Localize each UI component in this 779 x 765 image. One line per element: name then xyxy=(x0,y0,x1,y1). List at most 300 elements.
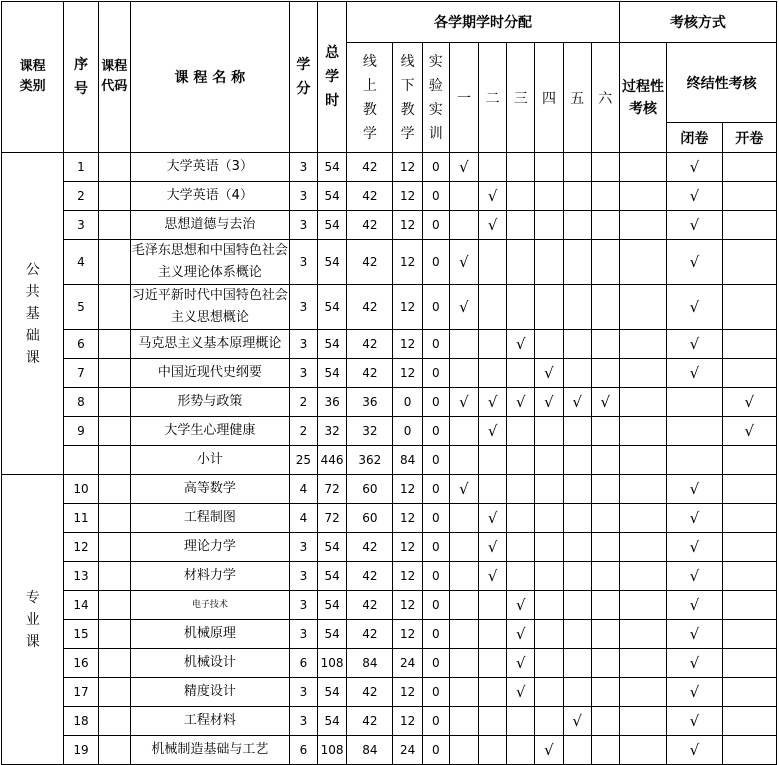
cell-course-name: 大学英语（4） xyxy=(130,182,289,211)
check-mark-icon: √ xyxy=(689,335,700,353)
cell-open xyxy=(722,591,776,620)
cell-lab: 0 xyxy=(422,285,449,330)
cell-lab: 0 xyxy=(422,240,449,285)
cell-lab: 0 xyxy=(422,649,449,678)
header-sem-4: 四 xyxy=(535,43,563,153)
cell-sem-6 xyxy=(591,240,619,285)
cell-credit: 3 xyxy=(289,678,317,707)
cell-process xyxy=(619,330,666,359)
cell-credit: 2 xyxy=(289,388,317,417)
cell-sem-1 xyxy=(449,591,478,620)
cell-process xyxy=(619,182,666,211)
cell-sem-2 xyxy=(479,417,507,446)
table-row xyxy=(2,417,777,446)
cell-course-name: 大学生心理健康 xyxy=(130,417,289,446)
cell-closed xyxy=(667,285,722,330)
cell-sem-2 xyxy=(479,504,507,533)
cell-offline: 12 xyxy=(393,591,422,620)
cell-sem-1 xyxy=(449,285,478,330)
cell-code xyxy=(98,388,130,417)
cell-closed xyxy=(667,182,722,211)
cell-index: 2 xyxy=(64,182,98,211)
table-row xyxy=(2,562,777,591)
cell-lab: 0 xyxy=(422,182,449,211)
cell-sem-4 xyxy=(535,620,563,649)
cell-index: 10 xyxy=(64,475,98,504)
cell-sem-6 xyxy=(591,562,619,591)
cell-sem-6 xyxy=(591,649,619,678)
cell-open xyxy=(722,211,776,240)
cell-offline: 0 xyxy=(393,388,422,417)
cell-course-name: 思想道德与去治 xyxy=(130,211,289,240)
cell-sem-4 xyxy=(535,475,563,504)
cell-lab: 0 xyxy=(422,707,449,736)
cell-sem-6 xyxy=(591,533,619,562)
cell-online: 42 xyxy=(347,620,393,649)
cell-sem-4 xyxy=(535,504,563,533)
header-total-hours: 总学时 xyxy=(318,2,347,153)
cell-sem-5 xyxy=(563,240,591,285)
cell-offline: 12 xyxy=(393,707,422,736)
cell-index: 9 xyxy=(64,417,98,446)
table-row xyxy=(2,211,777,240)
cell-course-name: 理论力学 xyxy=(130,533,289,562)
cell-code xyxy=(98,417,130,446)
cell-sem-5 xyxy=(563,417,591,446)
cell-course-name: 马克思主义基本原理概论 xyxy=(130,330,289,359)
cell-code xyxy=(98,533,130,562)
empty-cell xyxy=(563,446,591,475)
cell-index xyxy=(64,446,98,475)
cell-process xyxy=(619,285,666,330)
cell-sem-4 xyxy=(535,707,563,736)
cell-online: 42 xyxy=(347,330,393,359)
cell-sem-3 xyxy=(507,388,535,417)
check-mark-icon: √ xyxy=(487,538,498,556)
cell-code xyxy=(98,562,130,591)
cell-sem-6 xyxy=(591,620,619,649)
cell-online: 42 xyxy=(347,153,393,182)
cell-index: 7 xyxy=(64,359,98,388)
cell-sem-1 xyxy=(449,182,478,211)
cell-sem-1 xyxy=(449,330,478,359)
cell-open xyxy=(722,504,776,533)
header-sem-5: 五 xyxy=(563,43,591,153)
table-row xyxy=(2,678,777,707)
cell-offline: 12 xyxy=(393,330,422,359)
cell-closed xyxy=(667,359,722,388)
cell-sem-5 xyxy=(563,475,591,504)
cell-total-hours: 54 xyxy=(318,591,347,620)
cell-sem-5 xyxy=(563,211,591,240)
check-mark-icon: √ xyxy=(459,253,469,271)
cell-sem-6 xyxy=(591,285,619,330)
cell-process xyxy=(619,591,666,620)
cell-sem-1 xyxy=(449,649,478,678)
cell-sem-6 xyxy=(591,211,619,240)
cell-sem-2 xyxy=(479,620,507,649)
cell-index: 13 xyxy=(64,562,98,591)
cell-lab: 0 xyxy=(422,678,449,707)
header-index: 序号 xyxy=(64,2,98,153)
check-mark-icon: √ xyxy=(744,422,755,440)
check-mark-icon: √ xyxy=(487,567,498,585)
cell-sem-4 xyxy=(535,678,563,707)
cell-closed xyxy=(667,388,722,417)
cell-closed xyxy=(667,330,722,359)
header-name: 课 程 名 称 xyxy=(130,2,289,153)
cell-sem-1 xyxy=(449,562,478,591)
cell-index: 4 xyxy=(64,240,98,285)
cell-process xyxy=(619,707,666,736)
cell-sem-2 xyxy=(479,388,507,417)
cell-total-hours: 54 xyxy=(318,285,347,330)
cell-code xyxy=(98,707,130,736)
cell-offline: 12 xyxy=(393,211,422,240)
cell-course-name: 工程材料 xyxy=(130,707,289,736)
check-mark-icon: √ xyxy=(516,625,526,643)
cell-sem-6 xyxy=(591,736,619,765)
cell-sem-3 xyxy=(507,475,535,504)
cell-sem-6 xyxy=(591,475,619,504)
cell-total-hours: 54 xyxy=(318,153,347,182)
cell-credit: 3 xyxy=(289,330,317,359)
cell-sem-2 xyxy=(479,330,507,359)
cell-sem-3 xyxy=(507,678,535,707)
check-mark-icon: √ xyxy=(459,158,469,176)
header-sem-6: 六 xyxy=(591,43,619,153)
cell-online: 32 xyxy=(347,417,393,446)
check-mark-icon: √ xyxy=(487,216,498,234)
cell-sem-2 xyxy=(479,591,507,620)
cell-index: 6 xyxy=(64,330,98,359)
cell-sem-3 xyxy=(507,533,535,562)
cell-closed xyxy=(667,153,722,182)
table-row xyxy=(2,707,777,736)
check-mark-icon: √ xyxy=(516,596,526,614)
cell-credit: 3 xyxy=(289,211,317,240)
header-closed: 闭卷 xyxy=(667,123,722,153)
check-mark-icon: √ xyxy=(689,187,700,205)
cell-total-hours: 54 xyxy=(318,359,347,388)
cell-open xyxy=(722,562,776,591)
cell-code xyxy=(98,649,130,678)
cell-offline: 24 xyxy=(393,736,422,765)
cell-offline: 0 xyxy=(393,417,422,446)
cell-sem-6 xyxy=(591,388,619,417)
check-mark-icon: √ xyxy=(544,741,554,759)
cell-course-name: 毛泽东思想和中国特色社会主义理论体系概论 xyxy=(130,240,289,285)
cell-lab: 0 xyxy=(422,211,449,240)
cell-sem-1 xyxy=(449,504,478,533)
cell-sem-1 xyxy=(449,620,478,649)
check-mark-icon: √ xyxy=(689,596,700,614)
cell-sem-1 xyxy=(449,533,478,562)
cell-sem-6 xyxy=(591,707,619,736)
cell-sem-3 xyxy=(507,182,535,211)
cell-credit: 3 xyxy=(289,562,317,591)
cell-process xyxy=(619,240,666,285)
subtotal-row xyxy=(2,446,777,475)
check-mark-icon: √ xyxy=(459,480,469,498)
category-public: 公共基础课 xyxy=(2,153,64,475)
cell-closed xyxy=(667,533,722,562)
cell-index: 15 xyxy=(64,620,98,649)
cell-sem-1 xyxy=(449,359,478,388)
cell-online: 42 xyxy=(347,182,393,211)
cell-course-name: 机械制造基础与工艺 xyxy=(130,736,289,765)
cell-sem-2 xyxy=(479,153,507,182)
subtotal-label: 小计 xyxy=(130,446,289,475)
cell-sem-6 xyxy=(591,504,619,533)
cell-open xyxy=(722,285,776,330)
header-category: 课程类别 xyxy=(2,2,64,153)
cell-sem-2 xyxy=(479,562,507,591)
check-mark-icon: √ xyxy=(516,683,526,701)
cell-credit: 3 xyxy=(289,240,317,285)
cell-sem-3 xyxy=(507,736,535,765)
check-mark-icon: √ xyxy=(689,364,700,382)
cell-online: 42 xyxy=(347,591,393,620)
cell-process xyxy=(619,504,666,533)
cell-online: 42 xyxy=(347,359,393,388)
table-row xyxy=(2,736,777,765)
cell-index: 18 xyxy=(64,707,98,736)
cell-closed xyxy=(667,620,722,649)
cell-credit: 3 xyxy=(289,620,317,649)
cell-open xyxy=(722,359,776,388)
table-row xyxy=(2,504,777,533)
cell-sem-4 xyxy=(535,649,563,678)
header-sem-1: 一 xyxy=(449,43,478,153)
cell-closed xyxy=(667,678,722,707)
cell-sem-3 xyxy=(507,330,535,359)
cell-code xyxy=(98,591,130,620)
check-mark-icon: √ xyxy=(689,480,700,498)
cell-process xyxy=(619,678,666,707)
cell-index: 12 xyxy=(64,533,98,562)
cell-sem-5 xyxy=(563,736,591,765)
check-mark-icon: √ xyxy=(516,335,526,353)
empty-cell xyxy=(591,446,619,475)
empty-cell xyxy=(507,446,535,475)
cell-index: 11 xyxy=(64,504,98,533)
cell-sem-4 xyxy=(535,359,563,388)
cell-total-hours: 54 xyxy=(318,240,347,285)
cell-sem-1 xyxy=(449,240,478,285)
cell-sem-6 xyxy=(591,153,619,182)
cell-open xyxy=(722,736,776,765)
cell-credit: 3 xyxy=(289,707,317,736)
cell-sem-3 xyxy=(507,240,535,285)
cell-sem-1 xyxy=(449,211,478,240)
cell-open xyxy=(722,388,776,417)
cell-sem-5 xyxy=(563,330,591,359)
cell-sem-2 xyxy=(479,707,507,736)
cell-sem-4 xyxy=(535,240,563,285)
cell-sem-3 xyxy=(507,211,535,240)
cell-lab: 0 xyxy=(422,417,449,446)
check-mark-icon: √ xyxy=(689,298,700,316)
check-mark-icon: √ xyxy=(516,393,526,411)
cell-code xyxy=(98,736,130,765)
subtotal-offline: 84 xyxy=(393,446,422,475)
cell-code xyxy=(98,240,130,285)
cell-code xyxy=(98,153,130,182)
cell-online: 84 xyxy=(347,649,393,678)
cell-process xyxy=(619,388,666,417)
cell-lab: 0 xyxy=(422,359,449,388)
cell-process xyxy=(619,533,666,562)
cell-sem-4 xyxy=(535,417,563,446)
empty-cell xyxy=(479,446,507,475)
check-mark-icon: √ xyxy=(689,538,700,556)
cell-closed xyxy=(667,504,722,533)
cell-sem-5 xyxy=(563,620,591,649)
cell-open xyxy=(722,678,776,707)
cell-sem-2 xyxy=(479,475,507,504)
cell-total-hours: 54 xyxy=(318,707,347,736)
cell-closed xyxy=(667,649,722,678)
cell-course-name: 中国近现代史纲要 xyxy=(130,359,289,388)
check-mark-icon: √ xyxy=(744,393,755,411)
cell-lab: 0 xyxy=(422,475,449,504)
check-mark-icon: √ xyxy=(572,393,582,411)
check-mark-icon: √ xyxy=(487,509,498,527)
cell-sem-3 xyxy=(507,620,535,649)
cell-online: 42 xyxy=(347,678,393,707)
cell-sem-4 xyxy=(535,591,563,620)
table-row xyxy=(2,182,777,211)
cell-sem-1 xyxy=(449,417,478,446)
cell-credit: 6 xyxy=(289,649,317,678)
cell-sem-3 xyxy=(507,153,535,182)
check-mark-icon: √ xyxy=(572,712,582,730)
cell-closed xyxy=(667,562,722,591)
cell-open xyxy=(722,475,776,504)
cell-sem-3 xyxy=(507,417,535,446)
cell-sem-4 xyxy=(535,533,563,562)
cell-code xyxy=(98,678,130,707)
cell-code xyxy=(98,446,130,475)
header-open: 开卷 xyxy=(722,123,776,153)
cell-sem-2 xyxy=(479,240,507,285)
cell-index: 17 xyxy=(64,678,98,707)
cell-lab: 0 xyxy=(422,620,449,649)
table-row xyxy=(2,240,777,285)
course-schedule-table xyxy=(1,1,777,765)
cell-open xyxy=(722,533,776,562)
header-sem-3: 三 xyxy=(507,43,535,153)
header-lab: 实验实训 xyxy=(422,43,449,153)
cell-total-hours: 54 xyxy=(318,182,347,211)
cell-credit: 3 xyxy=(289,533,317,562)
cell-online: 60 xyxy=(347,504,393,533)
cell-lab: 0 xyxy=(422,736,449,765)
cell-sem-3 xyxy=(507,562,535,591)
cell-open xyxy=(722,240,776,285)
check-mark-icon: √ xyxy=(459,393,469,411)
cell-index: 14 xyxy=(64,591,98,620)
cell-course-name: 大学英语（3） xyxy=(130,153,289,182)
cell-sem-5 xyxy=(563,359,591,388)
cell-course-name: 机械原理 xyxy=(130,620,289,649)
cell-index: 1 xyxy=(64,153,98,182)
cell-sem-6 xyxy=(591,359,619,388)
cell-course-name: 精度设计 xyxy=(130,678,289,707)
cell-index: 3 xyxy=(64,211,98,240)
cell-sem-5 xyxy=(563,678,591,707)
cell-closed xyxy=(667,417,722,446)
cell-sem-2 xyxy=(479,182,507,211)
cell-index: 16 xyxy=(64,649,98,678)
cell-sem-3 xyxy=(507,285,535,330)
cell-sem-4 xyxy=(535,562,563,591)
cell-sem-2 xyxy=(479,533,507,562)
cell-online: 42 xyxy=(347,562,393,591)
check-mark-icon: √ xyxy=(487,187,498,205)
cell-course-name: 工程制图 xyxy=(130,504,289,533)
cell-lab: 0 xyxy=(422,504,449,533)
table-row xyxy=(2,285,777,330)
cell-sem-5 xyxy=(563,153,591,182)
cell-sem-3 xyxy=(507,591,535,620)
cell-total-hours: 72 xyxy=(318,475,347,504)
cell-online: 84 xyxy=(347,736,393,765)
cell-process xyxy=(619,417,666,446)
cell-offline: 12 xyxy=(393,678,422,707)
cell-sem-4 xyxy=(535,330,563,359)
header-exam-group: 考核方式 xyxy=(619,2,776,43)
table-row xyxy=(2,620,777,649)
cell-sem-4 xyxy=(535,285,563,330)
cell-code xyxy=(98,211,130,240)
cell-credit: 6 xyxy=(289,736,317,765)
check-mark-icon: √ xyxy=(689,625,700,643)
cell-course-name: 机械设计 xyxy=(130,649,289,678)
cell-code xyxy=(98,330,130,359)
cell-lab: 0 xyxy=(422,388,449,417)
cell-total-hours: 32 xyxy=(318,417,347,446)
subtotal-total: 446 xyxy=(318,446,347,475)
cell-credit: 3 xyxy=(289,359,317,388)
cell-offline: 12 xyxy=(393,359,422,388)
empty-cell xyxy=(667,446,722,475)
check-mark-icon: √ xyxy=(459,298,469,316)
cell-total-hours: 108 xyxy=(318,649,347,678)
cell-total-hours: 54 xyxy=(318,533,347,562)
cell-sem-2 xyxy=(479,359,507,388)
cell-offline: 12 xyxy=(393,285,422,330)
header-semester-group: 各学期学时分配 xyxy=(347,2,620,43)
cell-online: 60 xyxy=(347,475,393,504)
header-credit: 学分 xyxy=(289,2,317,153)
cell-lab: 0 xyxy=(422,330,449,359)
check-mark-icon: √ xyxy=(516,654,526,672)
check-mark-icon: √ xyxy=(689,253,700,271)
cell-code xyxy=(98,182,130,211)
header-process: 过程性考核 xyxy=(619,43,666,153)
cell-process xyxy=(619,562,666,591)
cell-index: 8 xyxy=(64,388,98,417)
cell-sem-1 xyxy=(449,707,478,736)
cell-process xyxy=(619,359,666,388)
cell-sem-2 xyxy=(479,736,507,765)
cell-offline: 12 xyxy=(393,475,422,504)
cell-course-name: 形势与政策 xyxy=(130,388,289,417)
cell-closed xyxy=(667,736,722,765)
cell-credit: 2 xyxy=(289,417,317,446)
